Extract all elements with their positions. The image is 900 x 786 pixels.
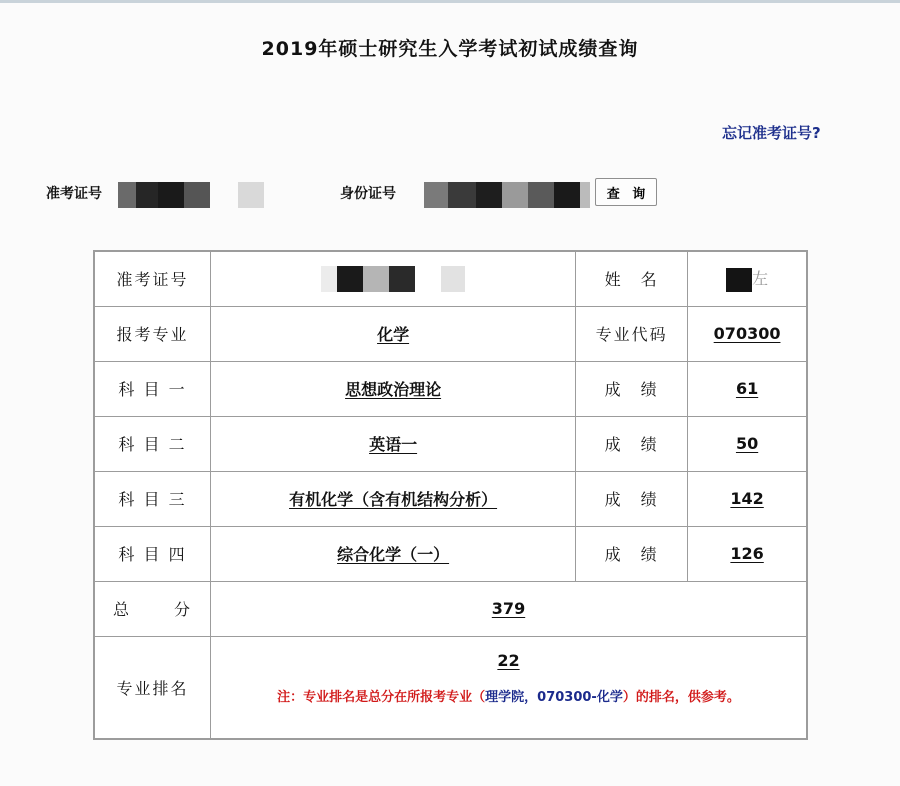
rank-value: 22 [497, 651, 520, 671]
subject-3-score: 142 [730, 489, 764, 508]
table-row [94, 306, 807, 361]
major-label: 报考专业 [94, 306, 211, 361]
id-number-label: 身份证号 [340, 186, 396, 202]
subject-2-score: 50 [735, 434, 759, 453]
major-code-label: 专业代码 [576, 306, 688, 361]
redacted-name [726, 268, 752, 292]
id-number-input[interactable] [424, 182, 590, 208]
subject-3-label: 科 目 三 [94, 471, 211, 526]
total-score: 379 [491, 599, 526, 618]
redacted-exam-number [321, 266, 465, 292]
table-row [94, 251, 807, 306]
subject-3-name: 有机化学（含有机结构分析） [289, 490, 498, 509]
name-visible-char: 左 [752, 269, 769, 288]
table-row [94, 471, 807, 526]
subject-2-name: 英语一 [369, 435, 418, 454]
name-cell-label: 姓 名 [576, 251, 688, 306]
rank-note [211, 686, 806, 705]
subject-2-label: 科 目 二 [94, 416, 211, 471]
page-title: 2019年硕士研究生入学考试初试成绩查询 [261, 38, 639, 60]
subject-1-label: 科 目 一 [94, 361, 211, 416]
subject-4-name: 综合化学（一） [337, 545, 450, 564]
exam-number-cell-label: 准考证号 [94, 251, 211, 306]
subject-1-name: 思想政治理论 [345, 380, 442, 399]
exam-number-label: 准考证号 [46, 186, 102, 202]
major-code-value: 070300 [713, 324, 781, 343]
total-label-char-1: 总 [113, 600, 132, 619]
major-value: 化学 [377, 325, 410, 344]
exam-number-input[interactable] [118, 182, 264, 208]
rank-note-suffix: ）的排名，供参考。 [622, 690, 740, 706]
total-label [94, 581, 211, 636]
subject-4-score-label: 成 绩 [576, 526, 688, 581]
table-row [94, 361, 807, 416]
subject-1-score-label: 成 绩 [576, 361, 688, 416]
exam-number-value [211, 251, 576, 306]
subject-3-score-label: 成 绩 [576, 471, 688, 526]
rank-note-major: 理学院，070300-化学 [485, 690, 623, 706]
table-row [94, 581, 807, 636]
top-border-line [0, 0, 900, 3]
query-button[interactable]: 查 询 [595, 178, 657, 206]
total-label-char-2: 分 [173, 600, 192, 619]
subject-4-label: 科 目 四 [94, 526, 211, 581]
subject-1-score: 61 [735, 379, 759, 398]
table-row [94, 636, 807, 739]
rank-label: 专业排名 [94, 636, 211, 739]
table-row [94, 526, 807, 581]
table-row [94, 416, 807, 471]
subject-4-score: 126 [730, 544, 764, 563]
forgot-exam-number-link[interactable]: 忘记准考证号? [722, 124, 821, 142]
rank-note-prefix: 注：专业排名是总分在所报考专业（ [277, 690, 486, 706]
name-value [688, 251, 807, 306]
score-result-table [93, 250, 808, 740]
subject-2-score-label: 成 绩 [576, 416, 688, 471]
